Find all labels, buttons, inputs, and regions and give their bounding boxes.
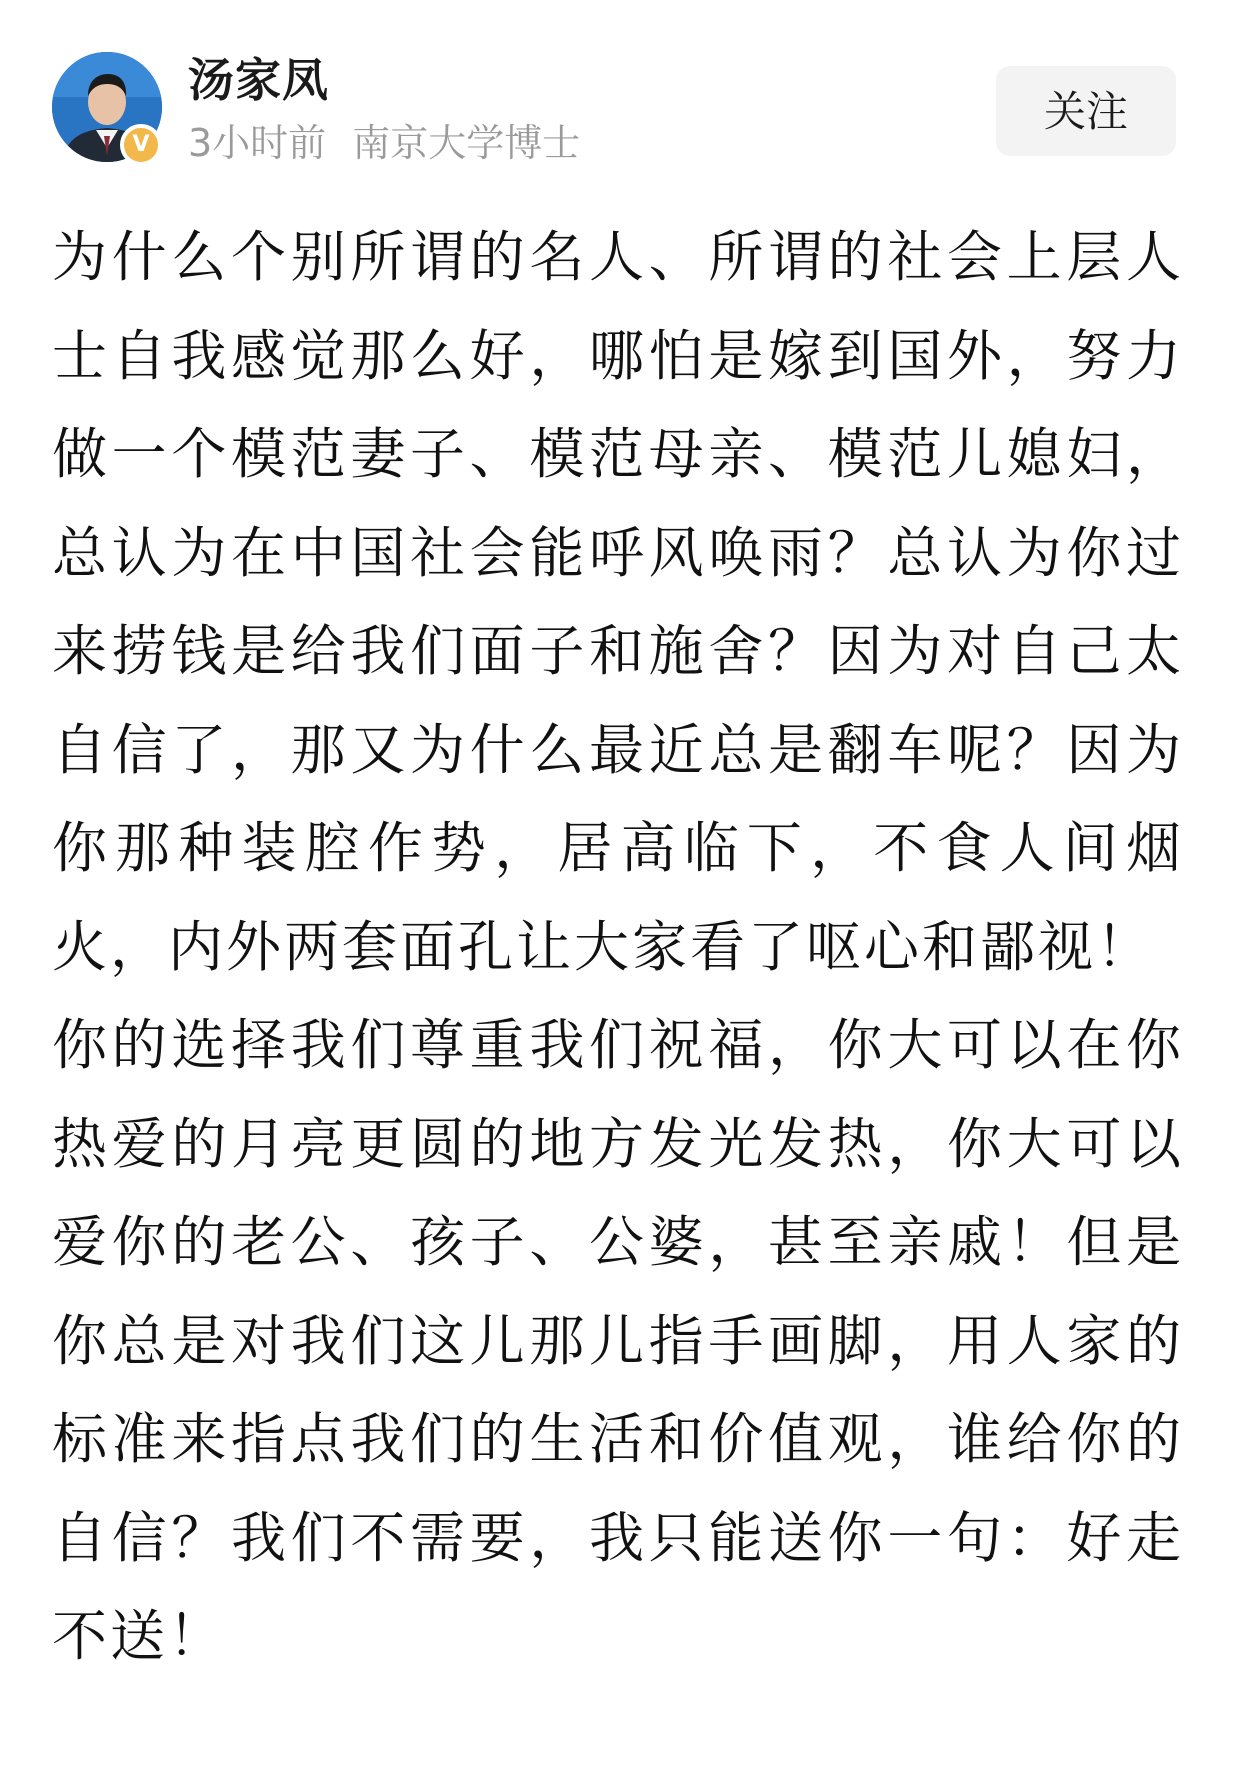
- post-header: [0, 0, 1234, 180]
- post-paragraph: 为什么个别所谓的名人、所谓的社会上层人士自我感觉那么好，哪怕是嫁到国外，努力做一个模范妻子、模范母亲、模范儿媳妇，总认为在中国社会能呼风唤雨？总认为你过来捞钱是给我们面子和施舍？因为对自己太自信了，那又为什么最近总是翻车呢？因为你那种装腔作势，居高临下，不食人间烟火，内外两套面孔让大家看了呕心和鄙视！: [52, 225, 1184, 979]
- author-name[interactable]: 汤家凤: [188, 53, 329, 107]
- verified-v-icon: V: [120, 124, 162, 166]
- post-meta: [188, 118, 580, 168]
- follow-button[interactable]: 关注: [996, 66, 1176, 156]
- post-content: [52, 208, 1184, 1686]
- post-time: 3小时前: [188, 121, 327, 165]
- author-title: 南京大学博士: [352, 121, 581, 165]
- post-paragraph: 你的选择我们尊重我们祝福，你大可以在你热爱的月亮更圆的地方发光发热，你大可以爱你的老公、孩子、公婆，甚至亲戚！但是你总是对我们这儿那儿指手画脚，用人家的标准来指点我们的生活和价值观，谁给你的自信？我们不需要，我只能送你一句：好走不送！: [52, 1013, 1184, 1668]
